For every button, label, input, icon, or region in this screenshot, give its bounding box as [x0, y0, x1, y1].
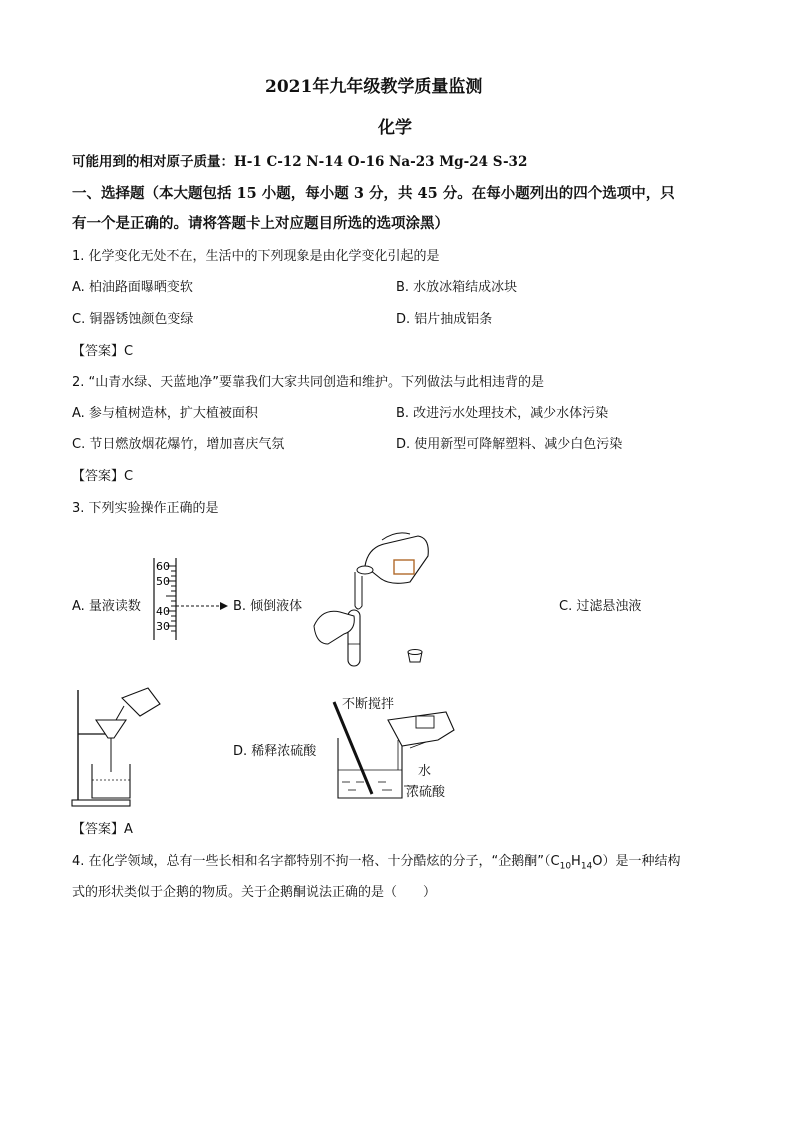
q4-subscript-14: 14 — [580, 861, 593, 872]
q2-option-c: C. 节日燃放烟花爆竹，增加喜庆气氛 — [72, 437, 285, 452]
graduated-cylinder-figure — [148, 556, 238, 644]
filtration-figure — [68, 684, 168, 808]
q4-text-h: H — [571, 854, 581, 869]
q1-option-a: A. 柏油路面曝晒变软 — [72, 280, 193, 295]
subject-title: 化学 — [378, 118, 412, 138]
q2-answer: 【答案】C — [72, 469, 134, 484]
q1-stem: 1. 化学变化无处不在，生活中的下列现象是由化学变化引起的是 — [72, 249, 440, 264]
label-water: 水 — [418, 764, 432, 779]
pouring-liquid-figure — [310, 526, 440, 668]
q3-option-d: D. 稀释浓硫酸 — [233, 744, 317, 759]
label-stir: 不断搅拌 — [342, 697, 395, 712]
q2-option-a: A. 参与植树造林，扩大植被面积 — [72, 406, 258, 421]
q4-text-after: O）是一种结构 — [592, 854, 681, 869]
q4-subscript-10: 10 — [559, 861, 572, 872]
page-title: 2021年九年级教学质量监测 — [265, 77, 483, 97]
tick-label-60: 60 — [156, 560, 170, 573]
tick-label-40: 40 — [156, 605, 170, 618]
label-acid: 浓硫酸 — [406, 785, 446, 800]
q2-option-d: D. 使用新型可降解塑料、减少白色污染 — [396, 437, 623, 452]
q3-option-b: B. 倾倒液体 — [233, 599, 303, 614]
q1-option-d: D. 铝片抽成铝条 — [396, 312, 493, 327]
q4-text-before: 4. 在化学领域，总有一些长相和名字都特别不拘一格、十分酷炫的分子，“企鹅酮”（C — [72, 854, 560, 869]
q1-answer: 【答案】C — [72, 344, 134, 359]
q2-option-b: B. 改进污水处理技术，减少水体污染 — [396, 406, 609, 421]
q3-option-c: C. 过滤悬浊液 — [559, 599, 642, 614]
section-heading-line2: 有一个是正确的。请将答题卡上对应题目所选的选项涂黑） — [72, 215, 449, 232]
q3-option-a: A. 量液读数 — [72, 599, 141, 614]
tick-label-50: 50 — [156, 575, 170, 588]
q1-option-b: B. 水放冰箱结成冰块 — [396, 280, 518, 295]
section-heading-line1: 一、选择题（本大题包括 15 小题，每小题 3 分，共 45 分。在每小题列出的四个选项中，只 — [72, 185, 675, 202]
q4-line1 — [72, 850, 681, 872]
q2-stem: 2. “山青水绿、天蓝地净”要靠我们大家共同创造和维护。下列做法与此相违背的是 — [72, 375, 545, 390]
q3-stem: 3. 下列实验操作正确的是 — [72, 501, 219, 516]
atomic-masses: 可能用到的相对原子质量：H-1 C-12 N-14 O-16 Na-23 Mg-24 S-32 — [72, 154, 528, 170]
q4-line2: 式的形状类似于企鹅的物质。关于企鹅酮说法正确的是（ ） — [72, 885, 437, 900]
q1-option-c: C. 铜器锈蚀颜色变绿 — [72, 312, 194, 327]
q3-answer: 【答案】A — [72, 822, 133, 837]
tick-label-30: 30 — [156, 620, 170, 633]
